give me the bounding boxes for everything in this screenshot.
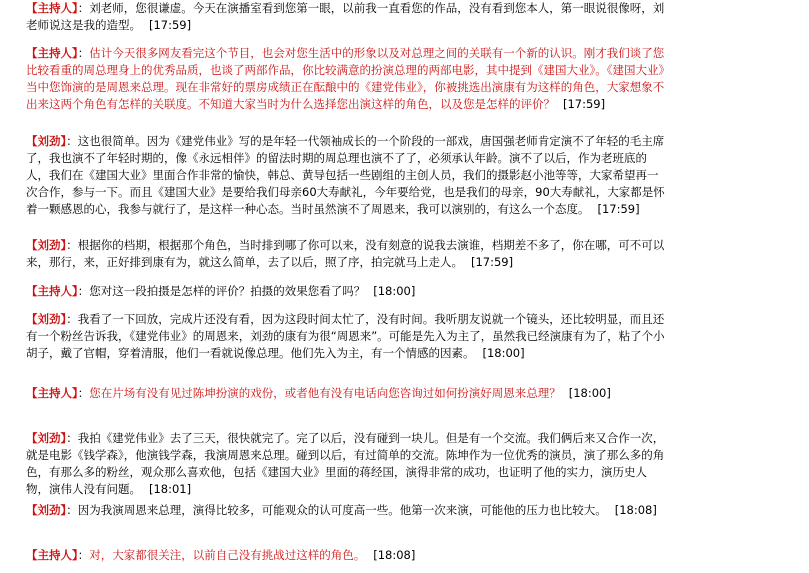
transcript-entry	[26, 133, 666, 218]
speaker-label: 【刘劲】	[26, 238, 67, 252]
timestamp: [17:59]	[471, 255, 514, 269]
timestamp: [17:59]	[597, 202, 640, 216]
transcript-entry	[26, 385, 666, 402]
speaker-label: 【主持人】	[26, 548, 78, 562]
separator: ：	[77, 284, 90, 298]
timestamp: [18:08]	[614, 503, 657, 517]
separator: ：	[77, 386, 90, 400]
transcript-entry	[26, 0, 666, 34]
timestamp: [18:00]	[373, 284, 416, 298]
transcript-entry	[26, 45, 666, 113]
timestamp: [18:00]	[482, 346, 525, 360]
entry-text: 根据你的档期，根据那个角色，当时排到哪了你可以来，没有刻意的说我去演谁，档期差不多了，你在哪，可不可以来，那行，来，正好排到康有为，就这么简单，去了以后，照了序，拍完就马上走人。	[26, 238, 665, 269]
speaker-label: 【刘劲】	[26, 134, 67, 148]
separator: ：	[66, 238, 78, 252]
separator: ：	[77, 1, 90, 15]
speaker-label: 【主持人】	[26, 284, 78, 298]
entry-text: 对，大家都很关注，以前自己没有挑战过这样的角色。	[89, 548, 366, 562]
entry-text: 刘老师，您很谦虚。今天在演播室看到您第一眼，以前我一直看您的作品，没有看到您本人，第一眼说很像呀，刘老师说这是我的造型。	[26, 1, 665, 32]
speaker-label: 【主持人】	[26, 386, 78, 400]
entry-text: 这也很简单。因为《建党伟业》写的是年轻一代领袖成长的一个阶段的一部戏，唐国强老师肯定演不了年轻的毛主席了，我也演不了年轻时期的，像《永远相伴》的留法时期的周总理也演不了了，必须承认年龄。演不了以后，作为老班底的人，我们在《建国大业》里面合作非常的愉快，韩总、黄导包括一些剧组的主创人员，我们的摄影赵小池等等，大家希望再一次合作，参与一下。而且《建国大业》是要给我们母亲60大寿献礼，今年要给党，也是我们的母亲，90大寿献礼，大家都是怀着一颗感恩的心，我参与就行了，是这样一种心态。当时虽然演不了周恩来，我可以演别的，有这么一个态度。	[26, 134, 665, 216]
timestamp: [17:59]	[149, 18, 192, 32]
entry-text: 估计今天很多网友看完这个节目，也会对您生活中的形象以及对总理之间的关联有一个新的认识。刚才我们谈了您比较看重的周总理身上的优秀品质，也谈了两部作品，你比较满意的扮演总理的两部电影，其中提到《建国大业》。《建国大业》当中您饰演的是周恩来总理。现在非常好的票房成绩正在酝酿中的《建党伟业》，你被挑选出演康有为这样的角色，大家想象不出来这两个角色有怎样的关联度。不知道大家当时为什么选择您出演这样的角色，以及您是怎样的评价？	[26, 46, 665, 111]
entry-text: 我拍《建党伟业》去了三天，很快就完了。完了以后，没有碰到一块儿。但是有一个交流。我们俩后来又合作一次，就是电影《钱学森》，他演钱学森，我演周恩来总理。碰到以后，有过简单的交流。陈坤作为一位优秀的演员，演了那么多的角色，有那么多的粉丝，观众那么喜欢他，包括《建国大业》里面的蒋经国，演得非常的成功，也证明了他的实力，演历史人物，演伟人没有问题。	[26, 431, 665, 496]
entry-text: 因为我演周恩来总理，演得比较多，可能观众的认可度高一些。他第一次来演，可能他的压力也比较大。	[77, 503, 607, 517]
timestamp: [18:08]	[373, 548, 416, 562]
transcript-entry	[26, 430, 666, 498]
timestamp: [18:01]	[149, 482, 192, 496]
speaker-label: 【主持人】	[26, 1, 78, 15]
timestamp: [18:00]	[568, 386, 611, 400]
speaker-label: 【刘劲】	[26, 312, 67, 326]
speaker-label: 【主持人】	[26, 46, 78, 60]
transcript-entry	[26, 237, 666, 271]
speaker-label: 【刘劲】	[26, 503, 67, 517]
transcript-entry	[26, 311, 666, 362]
transcript-entry	[26, 283, 666, 300]
entry-text: 您在片场有没有见过陈坤扮演的戏份，或者他有没有电话向您咨询过如何扮演好周恩来总理？	[89, 386, 561, 400]
entry-text: 您对这一段拍摄是怎样的评价？拍摄的效果您看了吗？	[89, 284, 366, 298]
separator: ：	[66, 431, 78, 445]
entry-text: 我看了一下回放，完成片还没有看，因为这段时间太忙了，没有时间。我听朋友说就一个镜头，还比较明显，而且还有一个粉丝告诉我，《建党伟业》的周恩来，刘劲的康有为很“周恩来”。可能是先入为主了，虽然我已经演康有为了，粘了个小胡子，戴了官帽，穿着清服，他们一看就说像总理。他们先入为主，有一个情感的因素。	[26, 312, 665, 360]
separator: ：	[66, 312, 78, 326]
speaker-label: 【刘劲】	[26, 431, 67, 445]
separator: ：	[77, 46, 90, 60]
timestamp: [17:59]	[563, 97, 606, 111]
separator: ：	[66, 503, 78, 517]
separator: ：	[77, 548, 90, 562]
transcript-entry	[26, 547, 666, 564]
transcript-entry	[26, 502, 666, 519]
separator: ：	[66, 134, 78, 148]
